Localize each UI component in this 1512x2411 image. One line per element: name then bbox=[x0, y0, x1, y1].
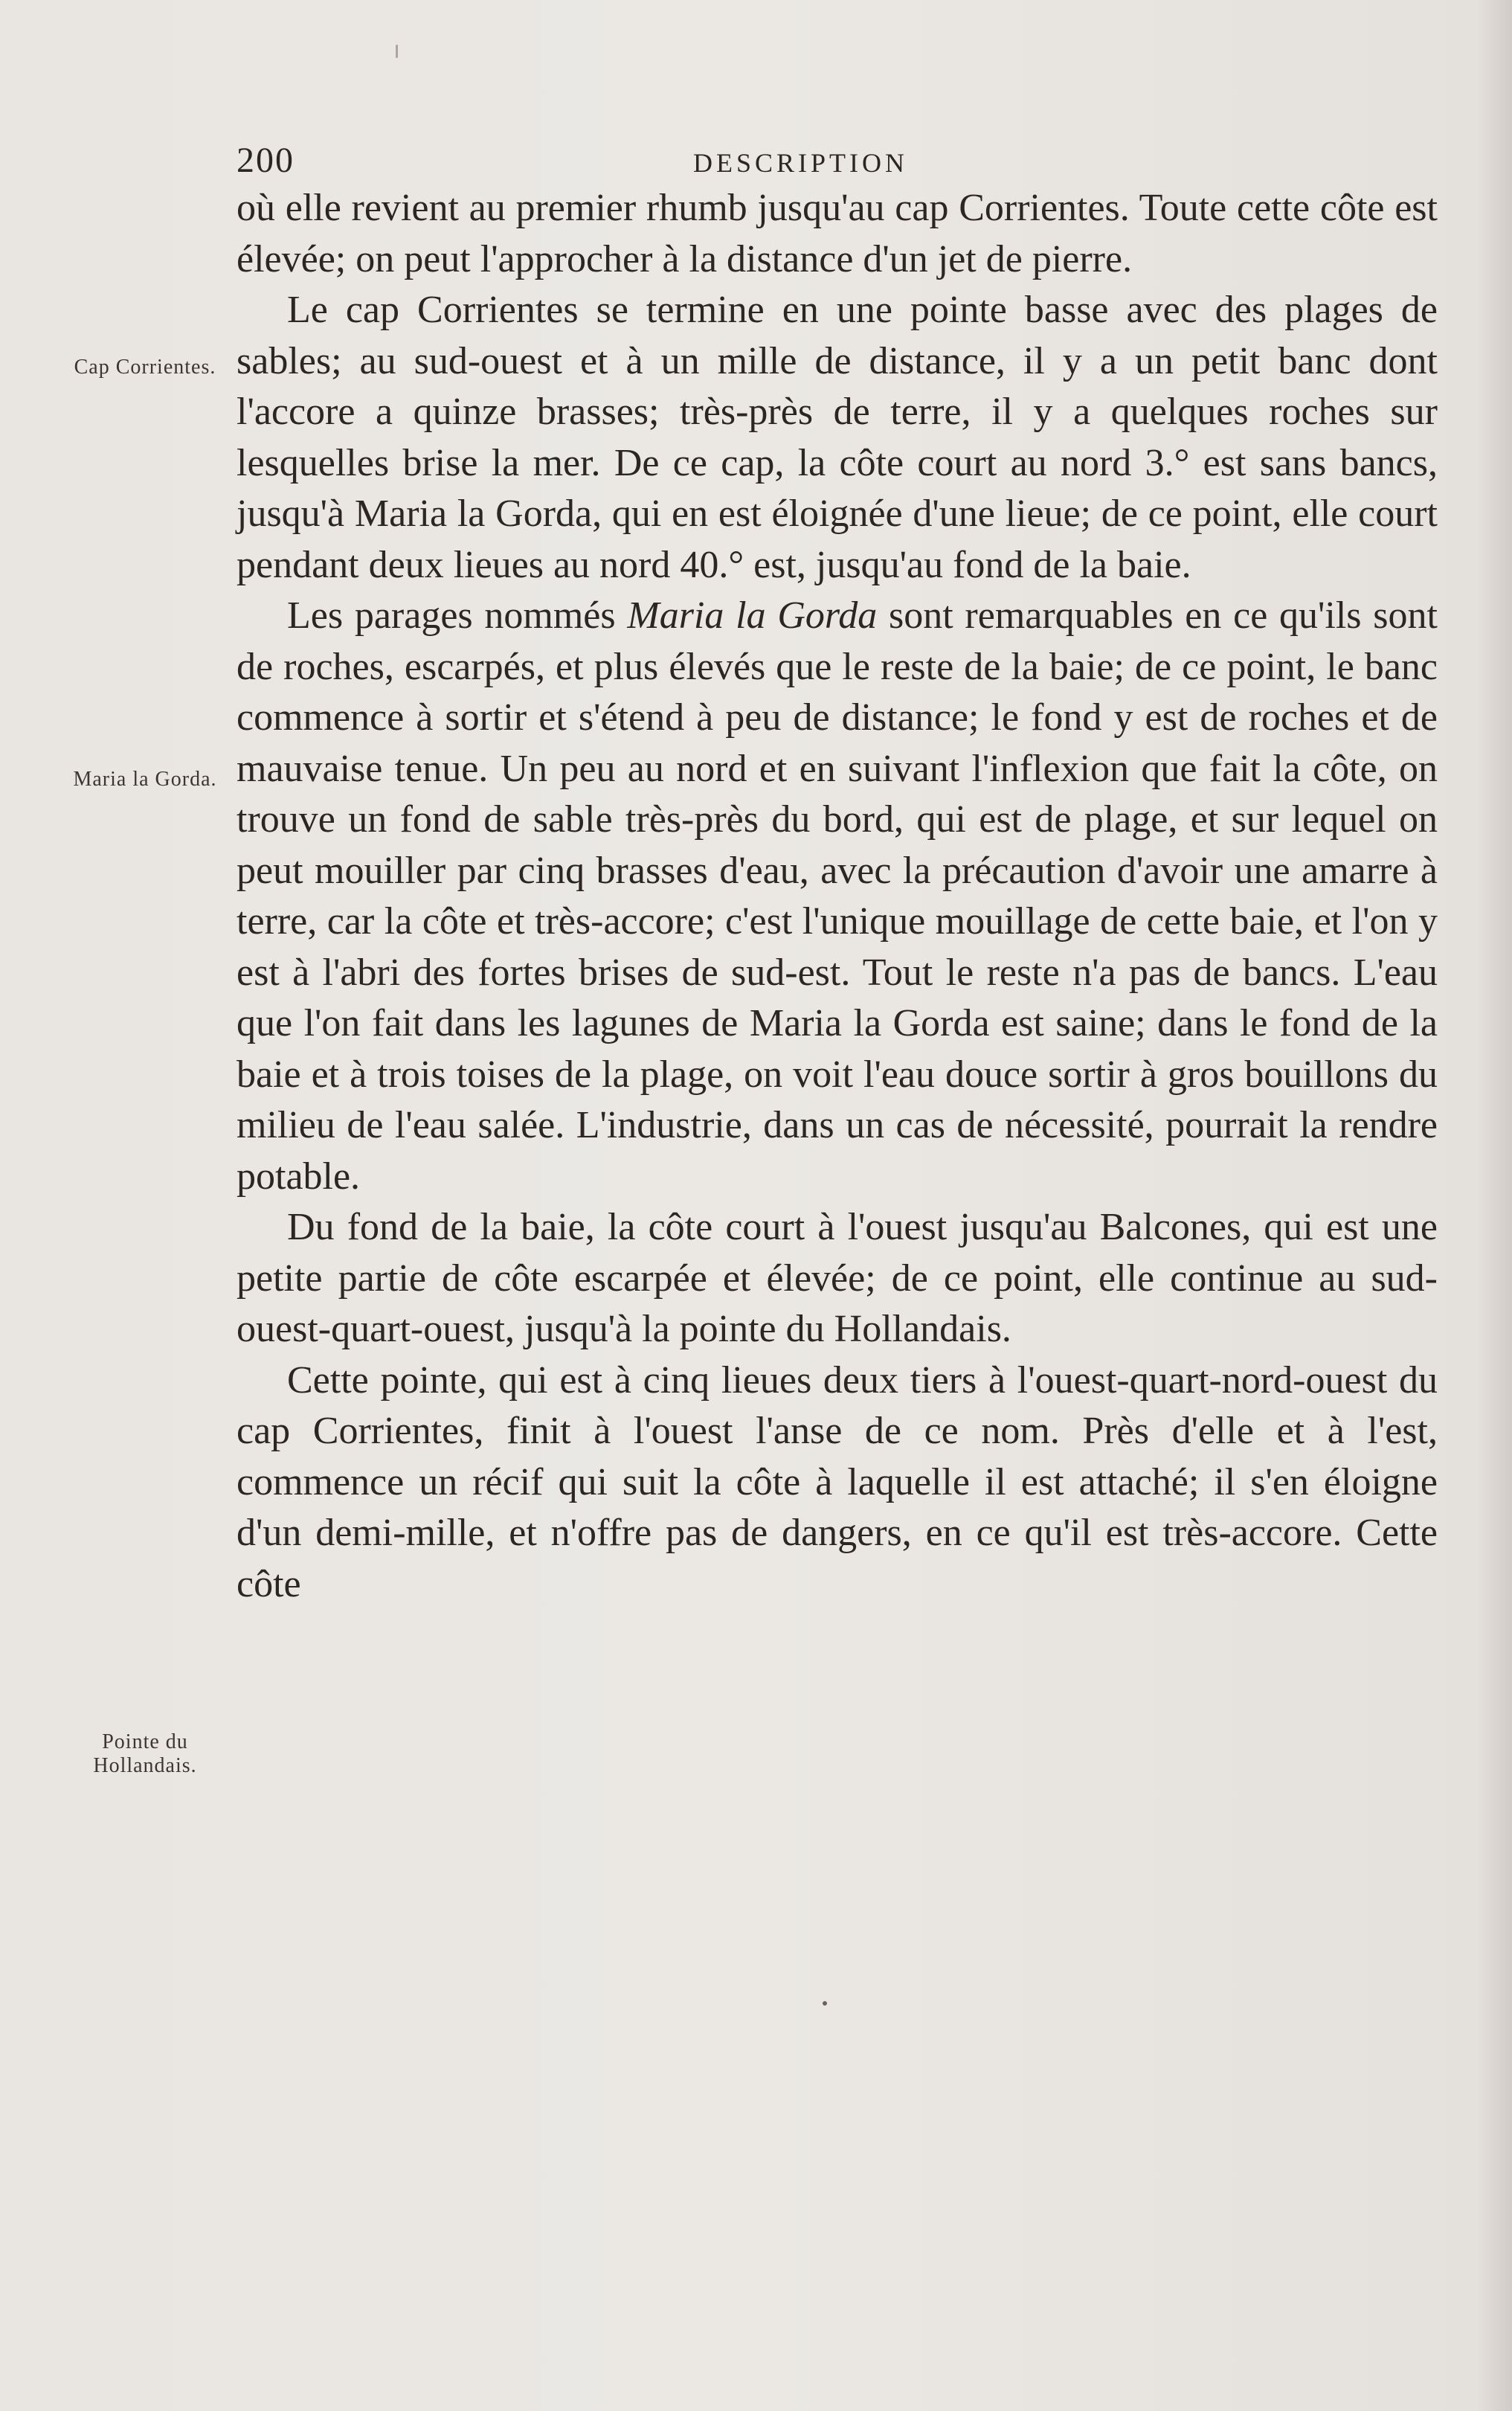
body-text bbox=[237, 183, 1438, 1610]
paragraph-3-italic: Maria la Gorda bbox=[627, 594, 878, 637]
page-header bbox=[237, 140, 1438, 184]
paragraph-5: Cette pointe, qui est à cinq lieues deux tiers à l'ouest-quart-nord-ouest du cap Corrientes, finit à l'ouest l'anse de ce nom. Près d'elle et à l'est, commence un récif qui suit la côte à laquelle il est attaché; il s'en éloigne d'un demi-mille, et n'offre pas de dangers, en ce qu'il est très-accore. Cette côte bbox=[237, 1358, 1438, 1605]
page-edge-shadow bbox=[1476, 0, 1512, 2411]
page-number: 200 bbox=[237, 141, 295, 180]
margin-note-cap-corrientes: Cap Corrientes. bbox=[74, 356, 216, 379]
paragraph-3-rest: sont remarquables en ce qu'ils sont de roches, escarpés, et plus élevés que le reste de la baie; de ce point, le banc commence à sortir et s'étend à peu de distance; le fond y est de roches et de mauvaise tenue. Un peu au nord et en suivant l'inflexion que fait la côte, on trouve un fond de sable très-près du bord, qui est de plage, et sur lequel on peut mouiller par cinq brasses d'eau, avec la précaution d'avoir une amarre à terre, car la côte et très-accore; c'est l'unique mouillage de cette baie, et l'on y est à l'abri des fortes brises de sud-est. Tout le reste n'a pas de bancs. L'eau que l'on fait dans les lagunes de Maria la Gorda est saine; dans le fond de la baie et à trois toises de la plage, on voit l'eau douce sortir à gros bouillons du milieu de l'eau salée. L'industrie, dans un cas de nécessité, pourrait la rendre potable. bbox=[237, 594, 1438, 1198]
margin-note-pointe-du-hollandais: Pointe du Hollandais. bbox=[93, 1730, 197, 1777]
margin-note-maria-la-gorda: Maria la Gorda. bbox=[73, 768, 217, 791]
paragraph-1: où elle revient au premier rhumb jusqu'au cap Corrientes. Toute cette côte est élevée; on peut l'approcher à la distance d'un jet de pierre. bbox=[237, 187, 1438, 280]
paragraph-3 bbox=[237, 591, 1438, 1202]
ink-speck-top bbox=[396, 45, 398, 58]
paragraph-4: Du fond de la baie, la côte court à l'ouest jusqu'au Balcones, qui est une petite partie de côte escarpée et élevée; de ce point, elle continue au sud-ouest-quart-ouest, jusqu'à la pointe du Hollandais. bbox=[237, 1206, 1438, 1350]
running-head: DESCRIPTION bbox=[693, 148, 909, 178]
paragraph-2: Le cap Corrientes se termine en une pointe basse avec des plages de sables; au sud-ouest et à un mille de distance, il y a un petit banc dont l'accore a quinze brasses; très-près de terre, il y a quelques roches sur lesquelles brise la mer. De ce cap, la côte court au nord 3.° est sans bancs, jusqu'à Maria la Gorda, qui en est éloignée d'une lieue; de ce point, elle court pendant deux lieues au nord 40.° est, jusqu'au fond de la baie. bbox=[237, 289, 1438, 586]
ink-speck bbox=[823, 2001, 827, 2006]
paragraph-3-lead: Les parages nommés bbox=[287, 594, 628, 637]
